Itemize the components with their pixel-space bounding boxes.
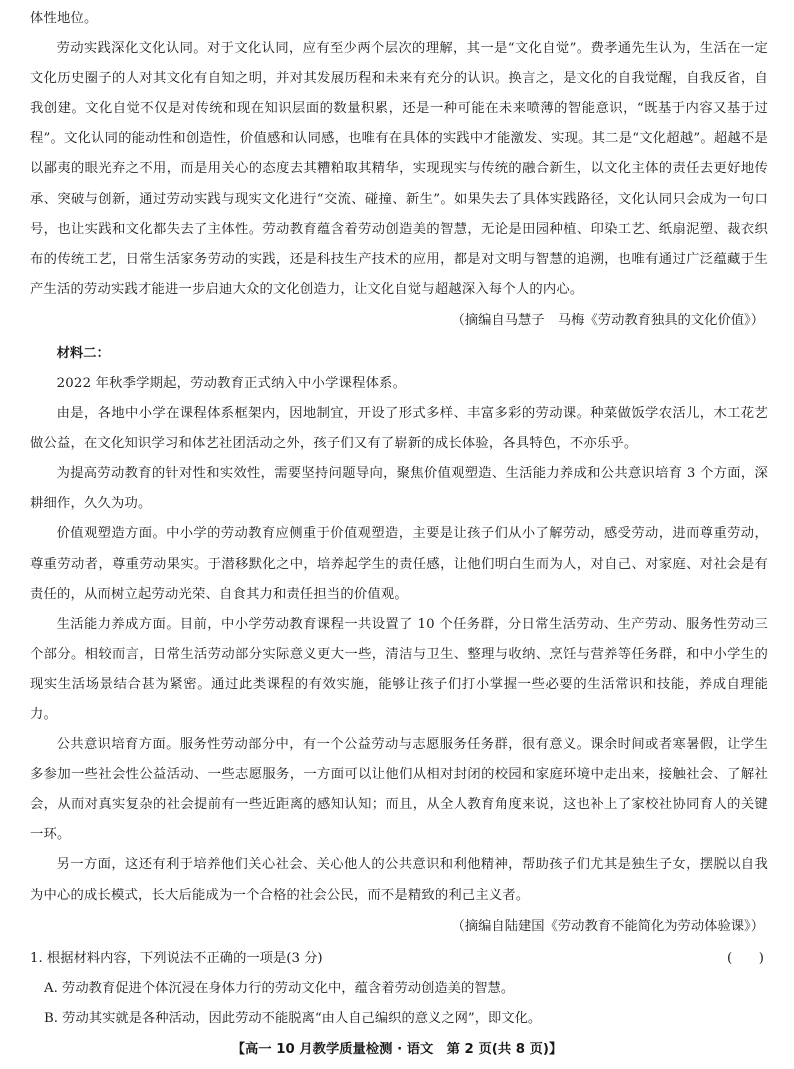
material-two-paragraph: 另一方面，这还有利于培养他们关心社会、关心他人的公共意识和利他精神，帮助孩子们尤其是独生子女，摆脱以自我为中心的成长模式，长大后能成为一个合格的社会公民，而不是精致的利己主义者。: [30, 857, 768, 903]
material-two-paragraph: 2022 年秋季学期起，劳动教育正式纳入中小学课程体系。: [56, 375, 407, 391]
question-1-stem-row: [30, 944, 768, 974]
material-two-paragraph: 公共意识培育方面。服务性劳动部分中，有一个公益劳动与志愿服务任务群，很有意义。课余时间或者寒暑假，让学生多参加一些社会性公益活动、一些志愿服务，一方面可以让他们从相对封闭的校园和家庭环境中走出来，接触社会、了解社会，从而对真实复杂的社会提前有一些近距离的感知认知；而且，从全人教育角度来说，这也补上了家校社协同育人的关键一环。: [30, 737, 768, 843]
material-two-heading: 材料二：: [56, 345, 110, 361]
question-1-option-a: A. 劳动教育促进个体沉浸在身体力行的劳动文化中，蕴含着劳动创造美的智慧。: [44, 980, 515, 996]
material-two-source: （摘编自陆建国《劳动教育不能简化为劳动体验课》）: [451, 918, 764, 934]
question-1-option-b: B. 劳动其实就是各种活动，因此劳动不能脱离“由人自己编织的意义之网”，即文化。: [44, 1010, 542, 1026]
material-one-source: （摘编自马慧子 马梅《劳动教育独具的文化价值》）: [451, 312, 764, 328]
question-1-answer-blank[interactable]: ( ): [727, 950, 764, 966]
exam-page-body: [30, 4, 768, 1034]
material-one-paragraph: 劳动实践深化文化认同。对于文化认同，应有至少两个层次的理解，其一是“文化自觉”。费孝通先生认为，生活在一定文化历史圈子的人对其文化有自知之明，并对其发展历程和未来有充分的认识。换言之，是文化的自我觉醒，自我反省，自我创建。文化自觉不仅是对传统和现在知识层面的数量积累，还是一种可能在未来喷薄的智能意识，“既基于内容又基于过程”。文化认同的能动性和创造性，价值感和认同感，也唯有在具体的实践中才能激发、实现。其二是“文化超越”。超越不是以鄙夷的眼光弃之不用，而是用关心的态度去其糟粕取其精华，实现现实与传统的融合新生，以文化主体的责任去更好地传承、突破与创新，通过劳动实践与现实文化进行“交流、碰撞、新生”。如果失去了具体实践路径，文化认同只会成为一句口号，也让实践和文化都失去了主体性。劳动教育蕴含着劳动创造美的智慧，无论是田园种植、印染工艺、纸扇泥塑、裁衣织布的传统工艺，日常生活家务劳动的实践，还是科技生产技术的应用，都是对文明与智慧的追溯，也唯有通过广泛蕴藏于生产生活的劳动实践才能进一步启迪大众的文化创造力，让文化自觉与超越深入每个人的内心。: [30, 41, 768, 297]
material-two-paragraph: 由是，各地中小学在课程体系框架内，因地制宜，开设了形式多样、丰富多彩的劳动课。种菜做饭学农活儿，木工花艺做公益，在文化知识学习和体艺社团活动之外，孩子们又有了崭新的成长体验，各具特色，不亦乐乎。: [30, 406, 768, 452]
question-1-stem: 1. 根据材料内容，下列说法不正确的一项是(3 分): [30, 950, 323, 966]
material-two-paragraph: 为提高劳动教育的针对性和实效性，需要坚持问题导向，聚焦价值观塑造、生活能力养成和公共意识培育 3 个方面，深耕细作，久久为功。: [30, 466, 768, 512]
page-footer: 【高一 10 月教学质量检测 · 语文 第 2 页(共 8 页)】: [231, 1042, 563, 1057]
material-two-paragraph: 价值观塑造方面。中小学的劳动教育应侧重于价值观塑造，主要是让孩子们从小了解劳动，感受劳动，进而尊重劳动，尊重劳动者，尊重劳动果实。于潜移默化之中，培养起学生的责任感，让他们明白生而为人，对自己、对家庭、对社会是有责任的，从而树立起劳动光荣、自食其力和责任担当的价值观。: [30, 526, 768, 602]
material-two-paragraph: 生活能力养成方面。目前，中小学劳动教育课程一共设置了 10 个任务群，分日常生活劳动、生产劳动、服务性劳动三个部分。相较而言，日常生活劳动部分实际意义更大一些，清洁与卫生、整理与收纳、烹饪与营养等任务群，和中小学生的现实生活场景结合甚为紧密。通过此类课程的有效实施，能够让孩子们打小掌握一些必要的生活常识和技能，养成自理能力。: [30, 616, 768, 722]
material-one-lead-line: 体性地位。: [30, 11, 98, 26]
